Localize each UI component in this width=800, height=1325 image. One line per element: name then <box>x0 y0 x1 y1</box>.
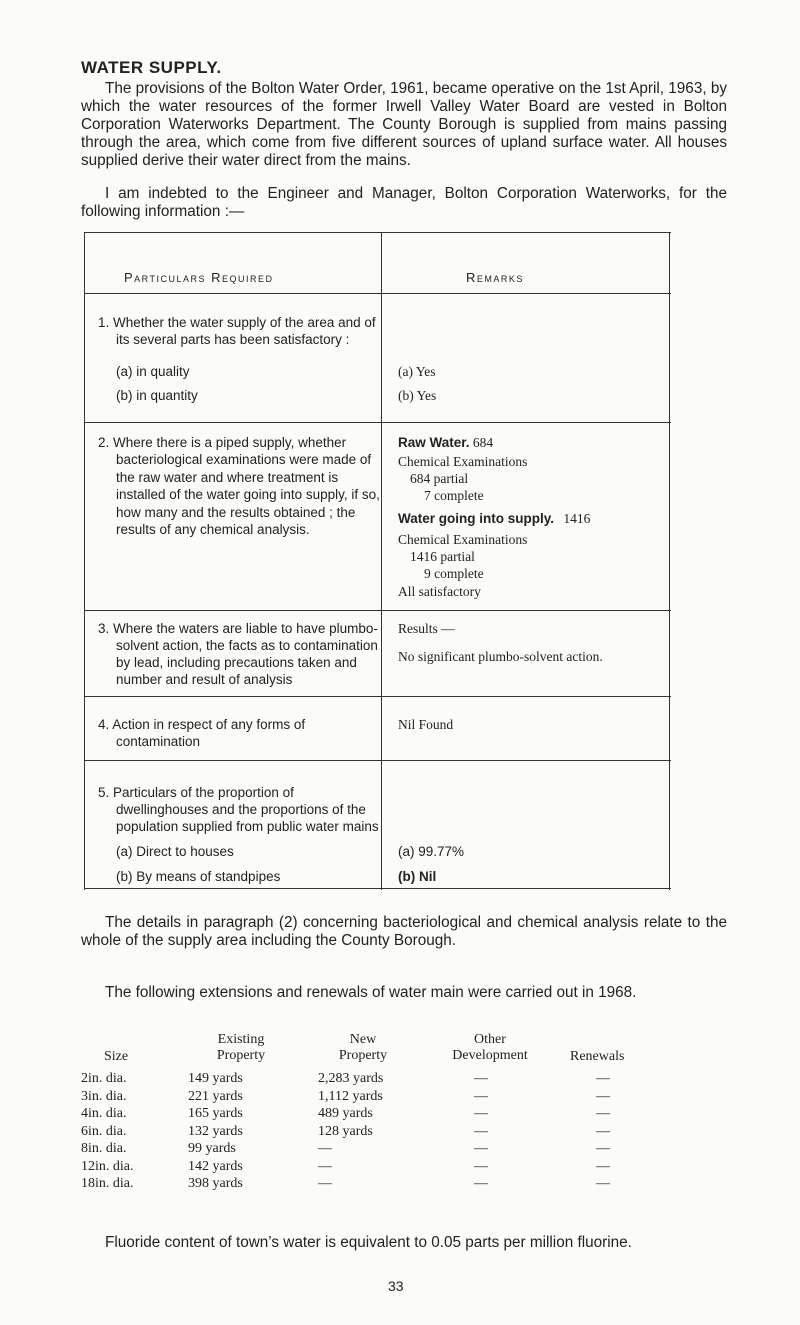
extension-cell-renewals: — <box>596 1071 610 1086</box>
other-header-1: Other <box>474 1032 506 1047</box>
row2-question: 2. Where there is a piped supply, whether bacteriological examinations were made of the raw water and where treatment is installed of the water going into supply, if so, how many and the results obtained ; the results of any chemical analysis. <box>98 435 380 538</box>
extension-cell-size: 8in. dia. <box>81 1141 127 1156</box>
header-particulars: Particulars Required <box>124 270 274 285</box>
row2-chem-1: Chemical Examinations <box>398 454 528 469</box>
col-renewals-header: Renewals <box>570 1049 625 1064</box>
extension-cell-renewals: — <box>596 1158 610 1174</box>
col-other-header <box>430 1032 550 1064</box>
header-remarks: Remarks <box>466 270 524 285</box>
existing-header-1: Existing <box>217 1032 265 1047</box>
extension-cell-other: — <box>474 1141 488 1156</box>
other-header-2: Development <box>452 1048 528 1063</box>
extension-cell-other: — <box>474 1088 488 1104</box>
row2-supply-complete: 9 complete <box>424 566 484 581</box>
extension-cell-other: — <box>474 1123 488 1139</box>
col-new-header <box>313 1032 413 1064</box>
table-rule-row2 <box>84 610 671 611</box>
row5-remark-a: (a) 99.77% <box>398 844 465 859</box>
extension-cell-existing: 221 yards <box>188 1088 243 1104</box>
extension-cell-size: 6in. dia. <box>81 1123 127 1139</box>
extension-cell-other: — <box>474 1106 488 1121</box>
row1-sub-b: (b) in quantity <box>116 388 198 403</box>
extension-cell-existing: 132 yards <box>188 1123 243 1139</box>
row5-sub-b: (b) By means of standpipes <box>116 869 281 884</box>
extension-cell-size: 2in. dia. <box>81 1071 127 1086</box>
extension-cell-size: 4in. dia. <box>81 1106 127 1121</box>
extension-cell-existing: 142 yards <box>188 1158 243 1174</box>
col-existing-header <box>186 1032 296 1064</box>
extensions-paragraph: The following extensions and renewals of water main were carried out in 1968. <box>105 984 637 1001</box>
row4-question: 4. Action in respect of any forms of contamination <box>98 717 306 749</box>
table-rule-top <box>84 232 671 233</box>
extension-cell-existing: 398 yards <box>188 1176 243 1191</box>
row2-chem-2: Chemical Examinations <box>398 532 528 547</box>
extension-cell-new: 128 yards <box>318 1123 373 1139</box>
extension-cell-new: — <box>318 1176 332 1191</box>
row5-remark-b: (b) Nil <box>398 869 437 884</box>
row5-question: 5. Particulars of the proportion of dwellinghouses and the proportions of the population supplied from public water mains <box>98 785 379 834</box>
row1-sub-a: (a) in quality <box>116 364 190 379</box>
extension-cell-size: 3in. dia. <box>81 1088 127 1104</box>
table-rule-row1 <box>84 422 671 423</box>
extension-cell-size: 18in. dia. <box>81 1176 134 1191</box>
extension-cell-size: 12in. dia. <box>81 1158 134 1174</box>
extension-cell-other: — <box>474 1071 488 1086</box>
row2-raw-complete: 7 complete <box>424 488 484 503</box>
extension-cell-renewals: — <box>596 1123 610 1139</box>
extension-cell-new: 1,112 yards <box>318 1088 383 1104</box>
table-rule-row4 <box>84 760 671 761</box>
row2-raw-partial: 684 partial <box>410 471 469 486</box>
extension-cell-existing: 165 yards <box>188 1106 243 1121</box>
raw-water-count: 684 <box>472 435 494 450</box>
page-heading: WATER SUPPLY. <box>81 58 222 77</box>
table-rule-left <box>84 232 85 890</box>
row3-results: Results — <box>398 621 455 636</box>
extension-cell-other: — <box>474 1158 488 1174</box>
new-header-2: Property <box>338 1048 388 1063</box>
row1-remark-a: (a) Yes <box>398 364 436 379</box>
details-paragraph: The details in paragraph (2) concerning bacteriological and chemical analysis relate to the whole of the supply area including the County Borough. <box>81 914 727 949</box>
extension-cell-renewals: — <box>596 1088 610 1104</box>
row2-raw-water <box>398 434 493 451</box>
row1-question: 1. Whether the water supply of the area and of its several parts has been satisfactory : <box>98 315 376 347</box>
supply-count: 1416 <box>563 511 591 526</box>
page-number: 33 <box>388 1278 404 1294</box>
extension-cell-existing: 99 yards <box>188 1141 236 1156</box>
row2-supply <box>398 510 668 527</box>
col-size-header: Size <box>104 1049 129 1064</box>
raw-water-label: Raw Water. <box>398 435 470 450</box>
row3-question: 3. Where the waters are liable to have plumbo-solvent action, the facts as to contamination by lead, including precautions taken and number and result of analysis <box>98 621 378 687</box>
extension-cell-new: 489 yards <box>318 1106 373 1121</box>
table-rule-row3 <box>84 696 671 697</box>
acknowledgement-paragraph: I am indebted to the Engineer and Manager, Bolton Corporation Waterworks, for the following information :— <box>81 185 727 220</box>
extension-cell-new: — <box>318 1141 332 1156</box>
row2-supply-partial: 1416 partial <box>410 549 475 564</box>
table-rule-header <box>84 293 671 294</box>
extension-cell-new: — <box>318 1158 332 1174</box>
row2-all-ok: All satisfactory <box>398 584 481 599</box>
extension-cell-existing: 149 yards <box>188 1071 243 1086</box>
existing-header-2: Property <box>216 1048 266 1063</box>
fluoride-paragraph: Fluoride content of town’s water is equivalent to 0.05 parts per million fluorine. <box>105 1234 632 1251</box>
table-rule-right <box>669 232 670 890</box>
table-rule-bottom <box>84 888 671 889</box>
extension-cell-new: 2,283 yards <box>318 1071 384 1086</box>
extension-cell-renewals: — <box>596 1106 610 1121</box>
row3-remark: No significant plumbo-solvent action. <box>398 649 603 664</box>
extension-cell-renewals: — <box>596 1176 610 1191</box>
supply-label: Water going into supply. <box>398 511 554 526</box>
extension-cell-other: — <box>474 1176 488 1191</box>
row5-sub-a: (a) Direct to houses <box>116 844 234 859</box>
extension-cell-renewals: — <box>596 1141 610 1156</box>
row1-remark-b: (b) Yes <box>398 388 437 403</box>
new-header-1: New <box>349 1032 377 1047</box>
intro-paragraph: The provisions of the Bolton Water Order, 1961, became operative on the 1st April, 1963, by which the water resources of the former Irwell Valley Water Board are vested in Bolton Corporation Waterworks Department. The County Borough is supplied from mains passing through the area, which come from five different sources of upland surface water. All houses supplied derive their water direct from the mains. <box>81 80 727 169</box>
row4-remark: Nil Found <box>398 717 454 732</box>
